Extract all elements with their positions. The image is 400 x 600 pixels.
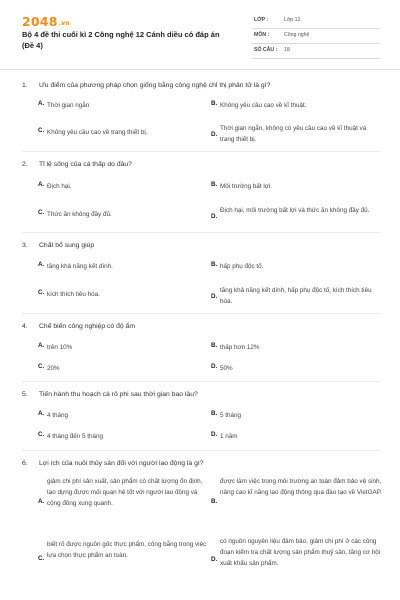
page-title: Bộ 4 đề thi cuối kì 2 Công nghệ 12 Cánh diều có đáp án (Đề 4) [22,30,220,50]
header-divider [0,69,400,70]
question-separator [22,450,380,451]
question-text: 6. Lợi ích của nuôi thủy sản đối với người lao động là gì? [22,460,204,467]
exam-meta [252,14,380,59]
question-text: 4. Chế biến công nghiệp có độ ẩm [22,323,135,330]
question-text: 1. Ưu điểm của phương pháp chọn giống bằng công nghệ chỉ thị phân tử là gì? [22,82,271,89]
question-text: 3. Chất bổ sung giúp [22,242,95,249]
question-separator [22,313,380,314]
meta-row-class: LỚP : Lớp 12 [252,14,380,29]
meta-row-subject: MÔN : Công nghệ [252,29,380,44]
site-logo[interactable]: 2048.vn [22,14,70,29]
question-separator [22,151,380,152]
question-separator [22,232,380,233]
meta-row-count: SỐ CÂU : 18 [252,44,380,59]
question-text: 5. Tiến hành thu hoạch cá rô phi sau thời gian bao lâu? [22,391,198,398]
question-separator [22,381,380,382]
question-text: 2. Tỉ lệ sống của cá thấp do đâu? [22,161,132,168]
page-header [0,0,400,66]
